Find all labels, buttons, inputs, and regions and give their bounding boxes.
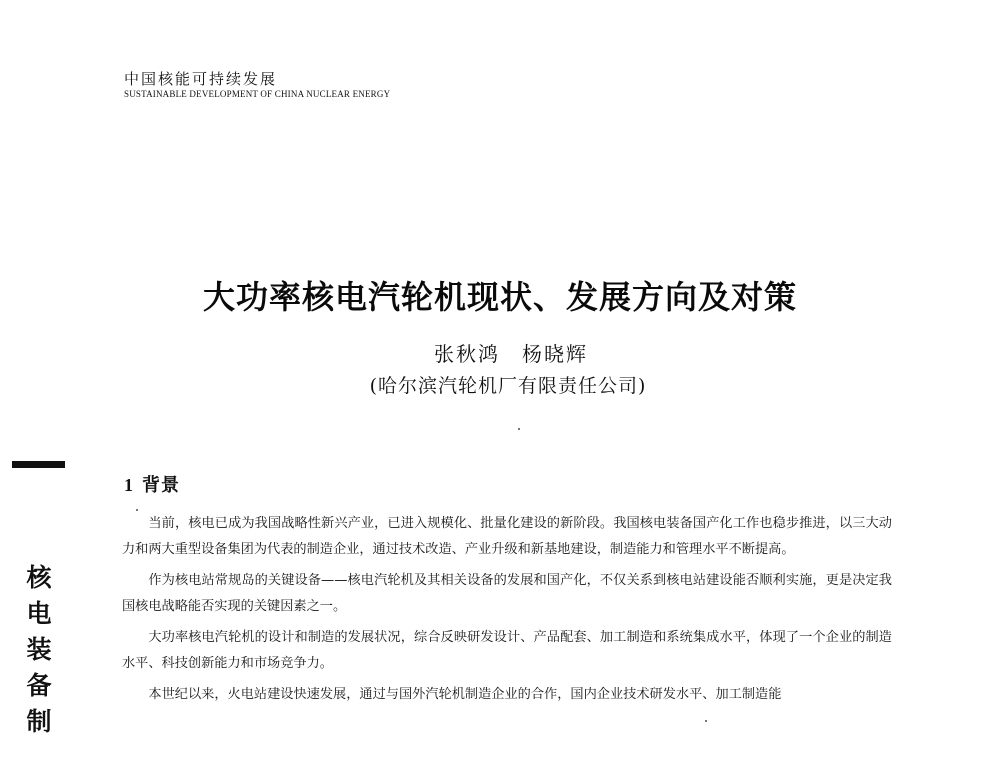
body-paragraph: 本世纪以来，火电站建设快速发展，通过与国外汽轮机制造企业的合作，国内企业技术研发水平、加工制造能 — [148, 687, 782, 702]
article-title: 大功率核电汽轮机现状、发展方向及对策 — [202, 278, 797, 316]
body-paragraph: 大功率核电汽轮机的设计和制造的发展状况，综合反映研发设计、产品配套、加工制造和系统集成水平，体现了一个企业的制造水平、科技创新能力和市场竞争力。 — [122, 630, 892, 671]
section-heading — [124, 471, 180, 497]
sidebar-char: 核 — [26, 563, 52, 592]
scan-speck — [518, 428, 520, 430]
scan-speck — [136, 509, 138, 511]
section-body — [122, 511, 892, 714]
sidebar-char: 制 — [26, 707, 52, 736]
author-name: 杨晓辉 — [522, 342, 588, 366]
sidebar-vertical-label — [22, 560, 56, 740]
scan-speck — [705, 720, 707, 722]
section-number: 1 — [124, 475, 134, 495]
journal-name-en: SUSTAINABLE DEVELOPMENT OF CHINA NUCLEAR ENERGY — [124, 89, 391, 99]
author-name: 张秋鸿 — [434, 342, 500, 366]
sidebar-rule — [12, 461, 65, 468]
author-affiliation: (哈尔滨汽轮机厂有限责任公司) — [369, 375, 647, 397]
body-paragraph: 当前，核电已成为我国战略性新兴产业，已进入规模化、批量化建设的新阶段。我国核电装备国产化工作也稳步推进，以三大动力和两大重型设备集团为代表的制造企业，通过技术改造、产业升级和新基地建设，制造能力和管理水平不断提高。 — [122, 516, 892, 557]
sidebar-char: 电 — [26, 599, 52, 628]
body-paragraph: 作为核电站常规岛的关键设备——核电汽轮机及其相关设备的发展和国产化，不仅关系到核电站建设能否顺利实施，更是决定我国核电战略能否实现的关键因素之一。 — [122, 573, 892, 614]
section-title: 背景 — [142, 475, 180, 496]
sidebar-char: 装 — [26, 635, 52, 664]
article-authors — [0, 338, 1000, 367]
journal-name-cn: 中国核能可持续发展 — [124, 70, 278, 88]
sidebar-char: 备 — [26, 671, 52, 700]
